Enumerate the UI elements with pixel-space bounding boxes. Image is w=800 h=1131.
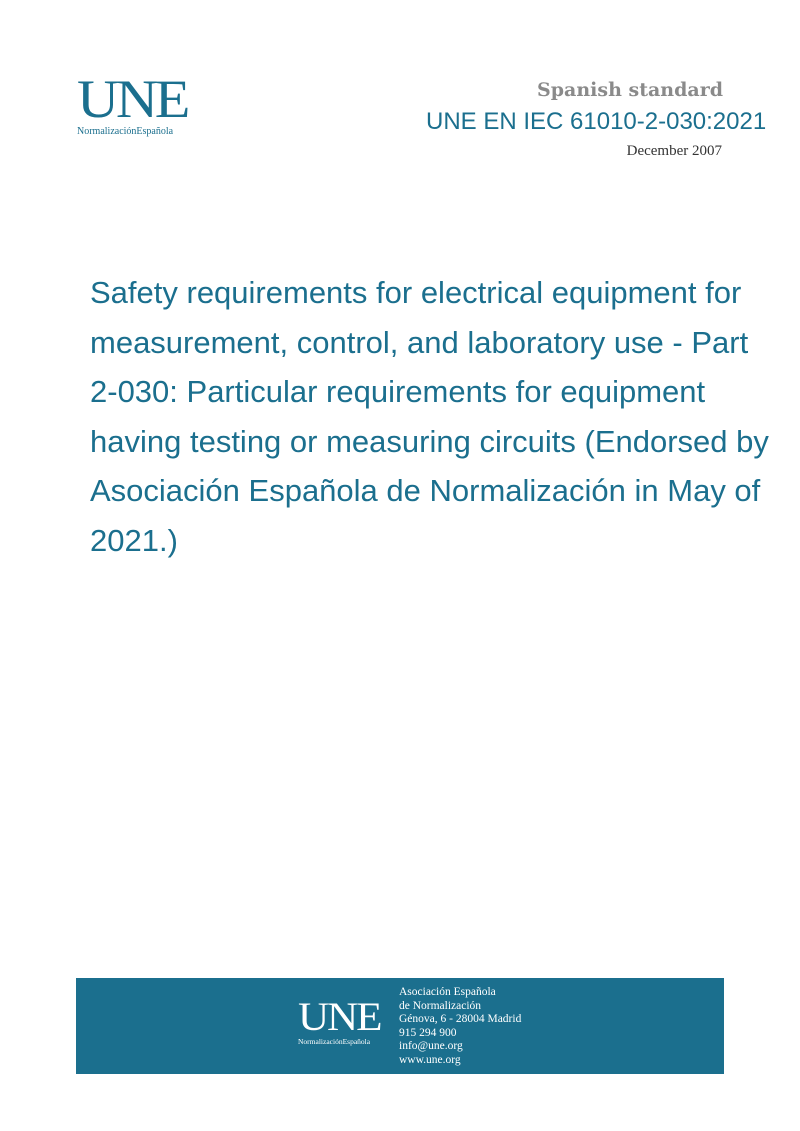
footer-banner [76, 978, 724, 1074]
standard-type-label: Spanish standard [537, 79, 723, 101]
footer-contact-info [399, 986, 521, 1068]
une-logo [77, 69, 195, 137]
org-name-line1: Asociación Española [399, 986, 496, 998]
standard-date: December 2007 [626, 143, 722, 159]
logo-subtitle-a: Normalización [77, 126, 137, 137]
logo-subtitle-b: Española [136, 126, 174, 137]
org-name-line2: de Normalización [399, 999, 482, 1012]
une-logo-mark: UNE [77, 69, 188, 129]
org-phone: 915 294 900 [399, 1026, 457, 1039]
footer-logo-sub-b: Española [342, 1037, 371, 1046]
footer-logo-sub-a: Normalización [298, 1037, 343, 1046]
document-title: Safety requirements for electrical equipment for measurement, control, and laboratory use - Part 2-030: Particular requirements for equipment having testing or measuring circuits (Endorsed by Asociación Española de Normalización in May of 2021.) [90, 275, 769, 558]
footer-logo [298, 994, 388, 1046]
standard-code: UNE EN IEC 61010-2-030:2021 [426, 108, 767, 135]
footer-logo-mark: UNE [298, 994, 381, 1039]
org-website-link[interactable]: www.une.org [399, 1053, 461, 1066]
org-address: Génova, 6 - 28004 Madrid [399, 1013, 522, 1026]
org-email-link[interactable]: info@une.org [399, 1040, 463, 1053]
